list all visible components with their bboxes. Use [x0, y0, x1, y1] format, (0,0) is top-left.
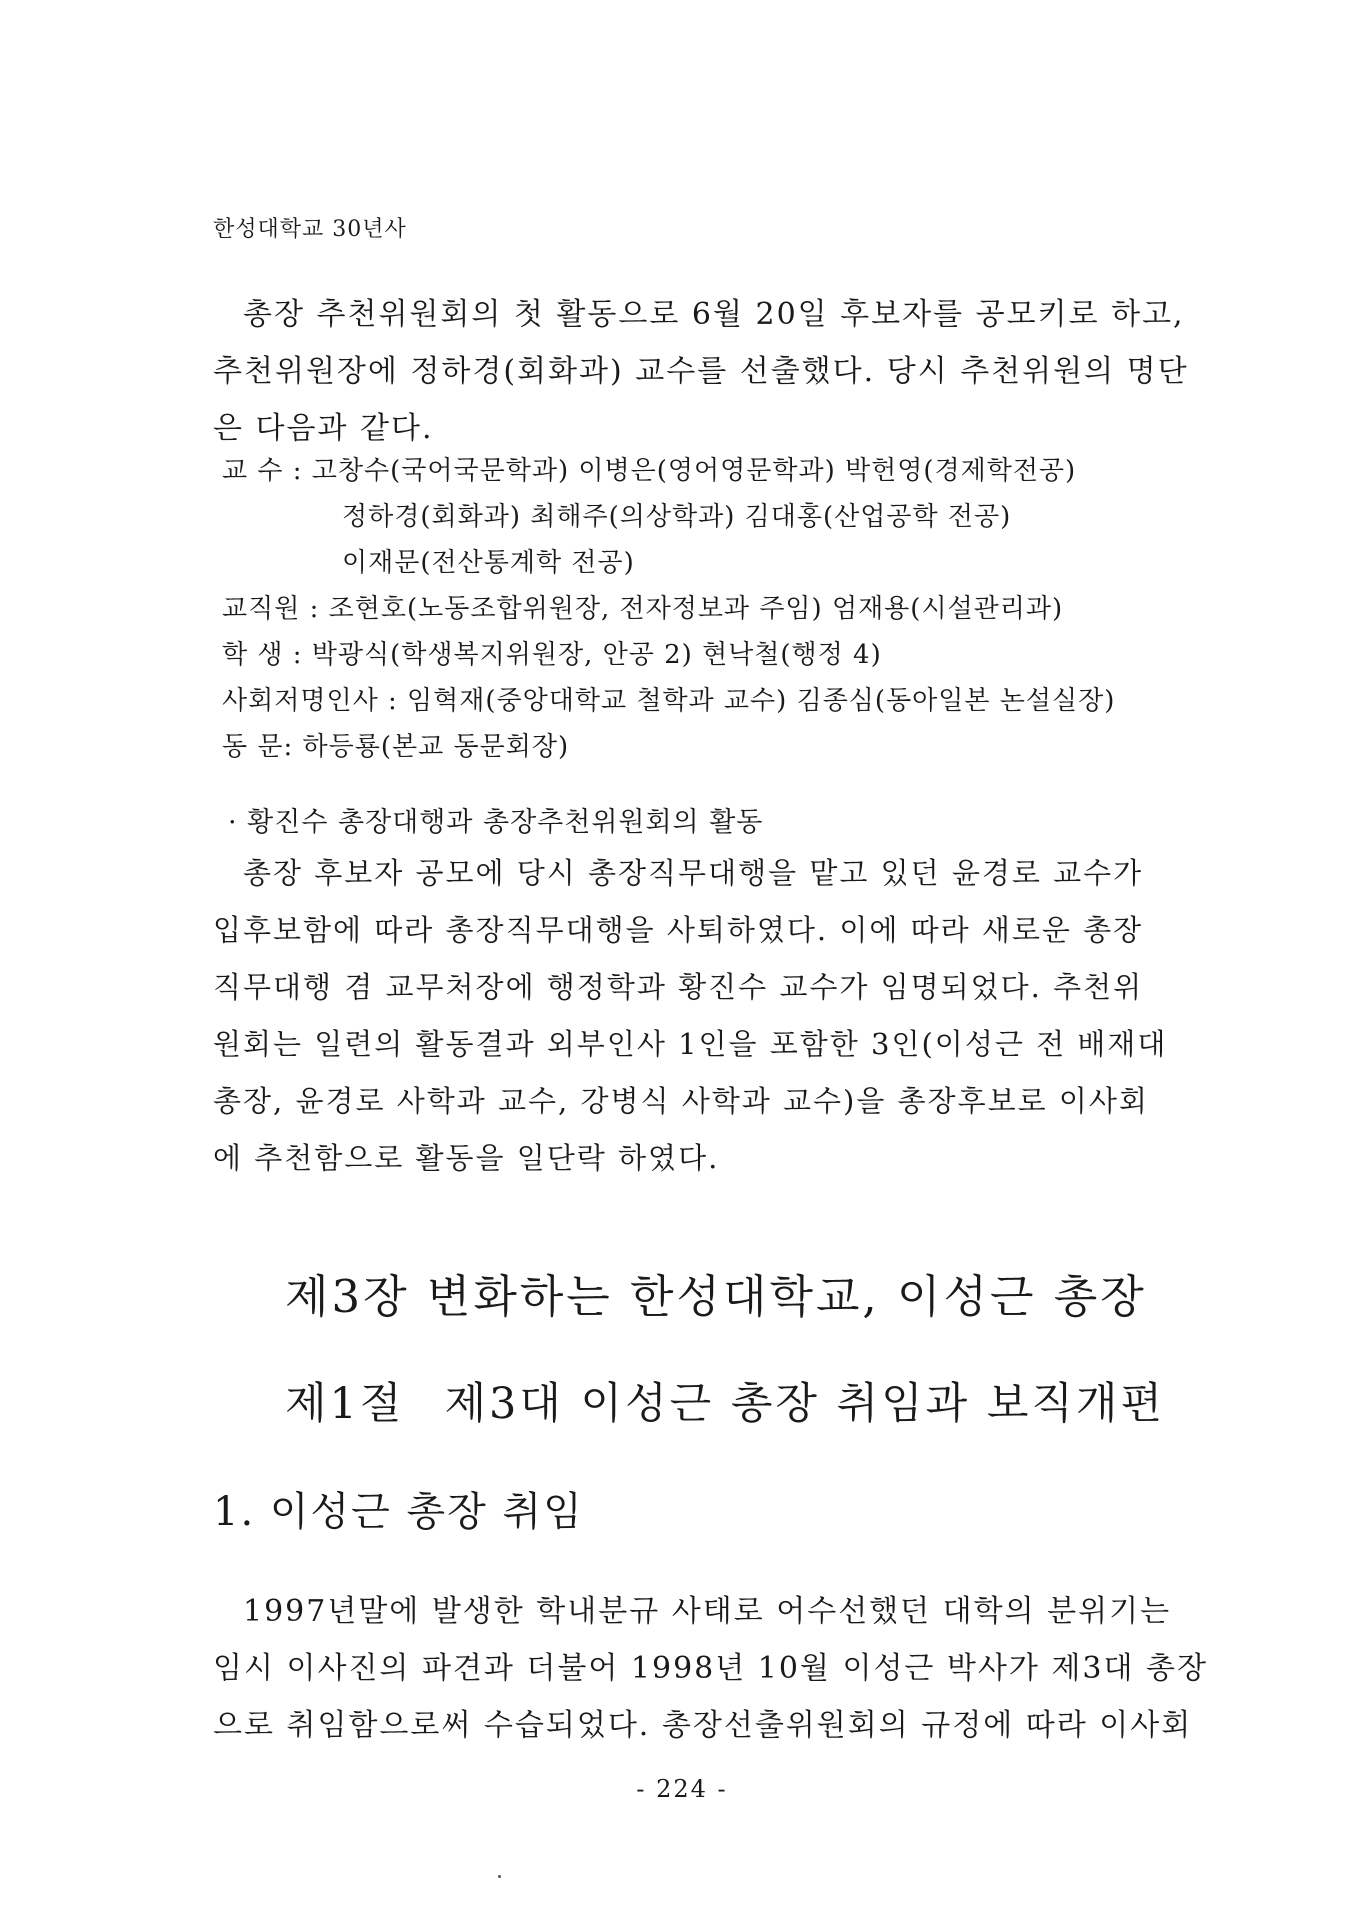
member-row-public-figures: 사회저명인사 : 임혁재(중앙대학교 철학과 교수) 김종심(동아일본 논설실장)	[222, 686, 1116, 716]
member-row-professors: 교 수 : 고창수(국어국문학과) 이병은(영어영문학과) 박헌영(경제학전공)	[222, 456, 1077, 486]
section-number: 제1절	[285, 1379, 405, 1429]
member-row-staff: 교직원 : 조현호(노동조합위원장, 전자정보과 주임) 엄재용(시설관리과)	[222, 594, 1064, 624]
bullet-heading: · 황진수 총장대행과 총장추천위원회의 활동	[228, 807, 764, 838]
page-number: - 224 -	[636, 1775, 728, 1803]
member-row-alumni: 동 문: 하등룡(본교 동문회장)	[222, 732, 570, 762]
subsection-title: 1. 이성근 총장 취임	[213, 1489, 584, 1535]
text-line: 추천위원장에 정하경(회화과) 교수를 선출했다. 당시 추천위원의 명단	[213, 354, 1189, 389]
paragraph-inauguration	[213, 1583, 1208, 1754]
member-row-professors-cont: 정하경(회화과) 최해주(의상학과) 김대홍(산업공학 전공)	[342, 502, 1012, 532]
text-line: 총장 추천위원회의 첫 활동으로 6월 20일 후보자를 공모키로 하고,	[243, 297, 1185, 332]
text-line: 에 추천함으로 활동을 일단락 하였다.	[213, 1141, 720, 1175]
section-text: 제3대 이성근 총장 취임과 보직개편	[444, 1379, 1166, 1429]
text-line: 으로 취임함으로써 수습되었다. 총장선출위원회의 규정에 따라 이사회	[213, 1708, 1193, 1743]
text-line: 입후보함에 따라 총장직무대행을 사퇴하였다. 이에 따라 새로운 총장	[213, 913, 1144, 947]
running-header: 한성대학교 30년사	[213, 217, 407, 242]
member-row-professors-cont: 이재문(전산통계학 전공)	[342, 548, 635, 578]
text-line: 총장 후보자 공모에 당시 총장직무대행을 맡고 있던 윤경로 교수가	[243, 856, 1144, 890]
text-line: 총장, 윤경로 사학과 교수, 강병식 사학과 교수)을 총장후보로 이사회	[213, 1084, 1149, 1118]
text-line: 은 다음과 같다.	[213, 411, 434, 446]
committee-member-list	[222, 448, 1115, 770]
member-row-students: 학 생 : 박광식(학생복지위원장, 안공 2) 현낙철(행정 4)	[222, 640, 882, 670]
scan-speck	[498, 1875, 501, 1878]
chapter-title: 제3장 변화하는 한성대학교, 이성근 총장	[285, 1270, 1147, 1323]
text-line: 원회는 일련의 활동결과 외부인사 1인을 포함한 3인(이성근 전 배재대	[213, 1027, 1168, 1061]
paragraph-committee-intro	[213, 286, 1189, 457]
text-line: 임시 이사진의 파견과 더불어 1998년 10월 이성근 박사가 제3대 총장	[213, 1651, 1208, 1686]
text-line: 직무대행 겸 교무처장에 행정학과 황진수 교수가 임명되었다. 추천위	[213, 970, 1144, 1004]
section-title	[285, 1370, 1165, 1431]
text-line: 1997년말에 발생한 학내분규 사태로 어수선했던 대학의 분위기는	[243, 1594, 1172, 1629]
paragraph-acting-president	[213, 845, 1168, 1187]
